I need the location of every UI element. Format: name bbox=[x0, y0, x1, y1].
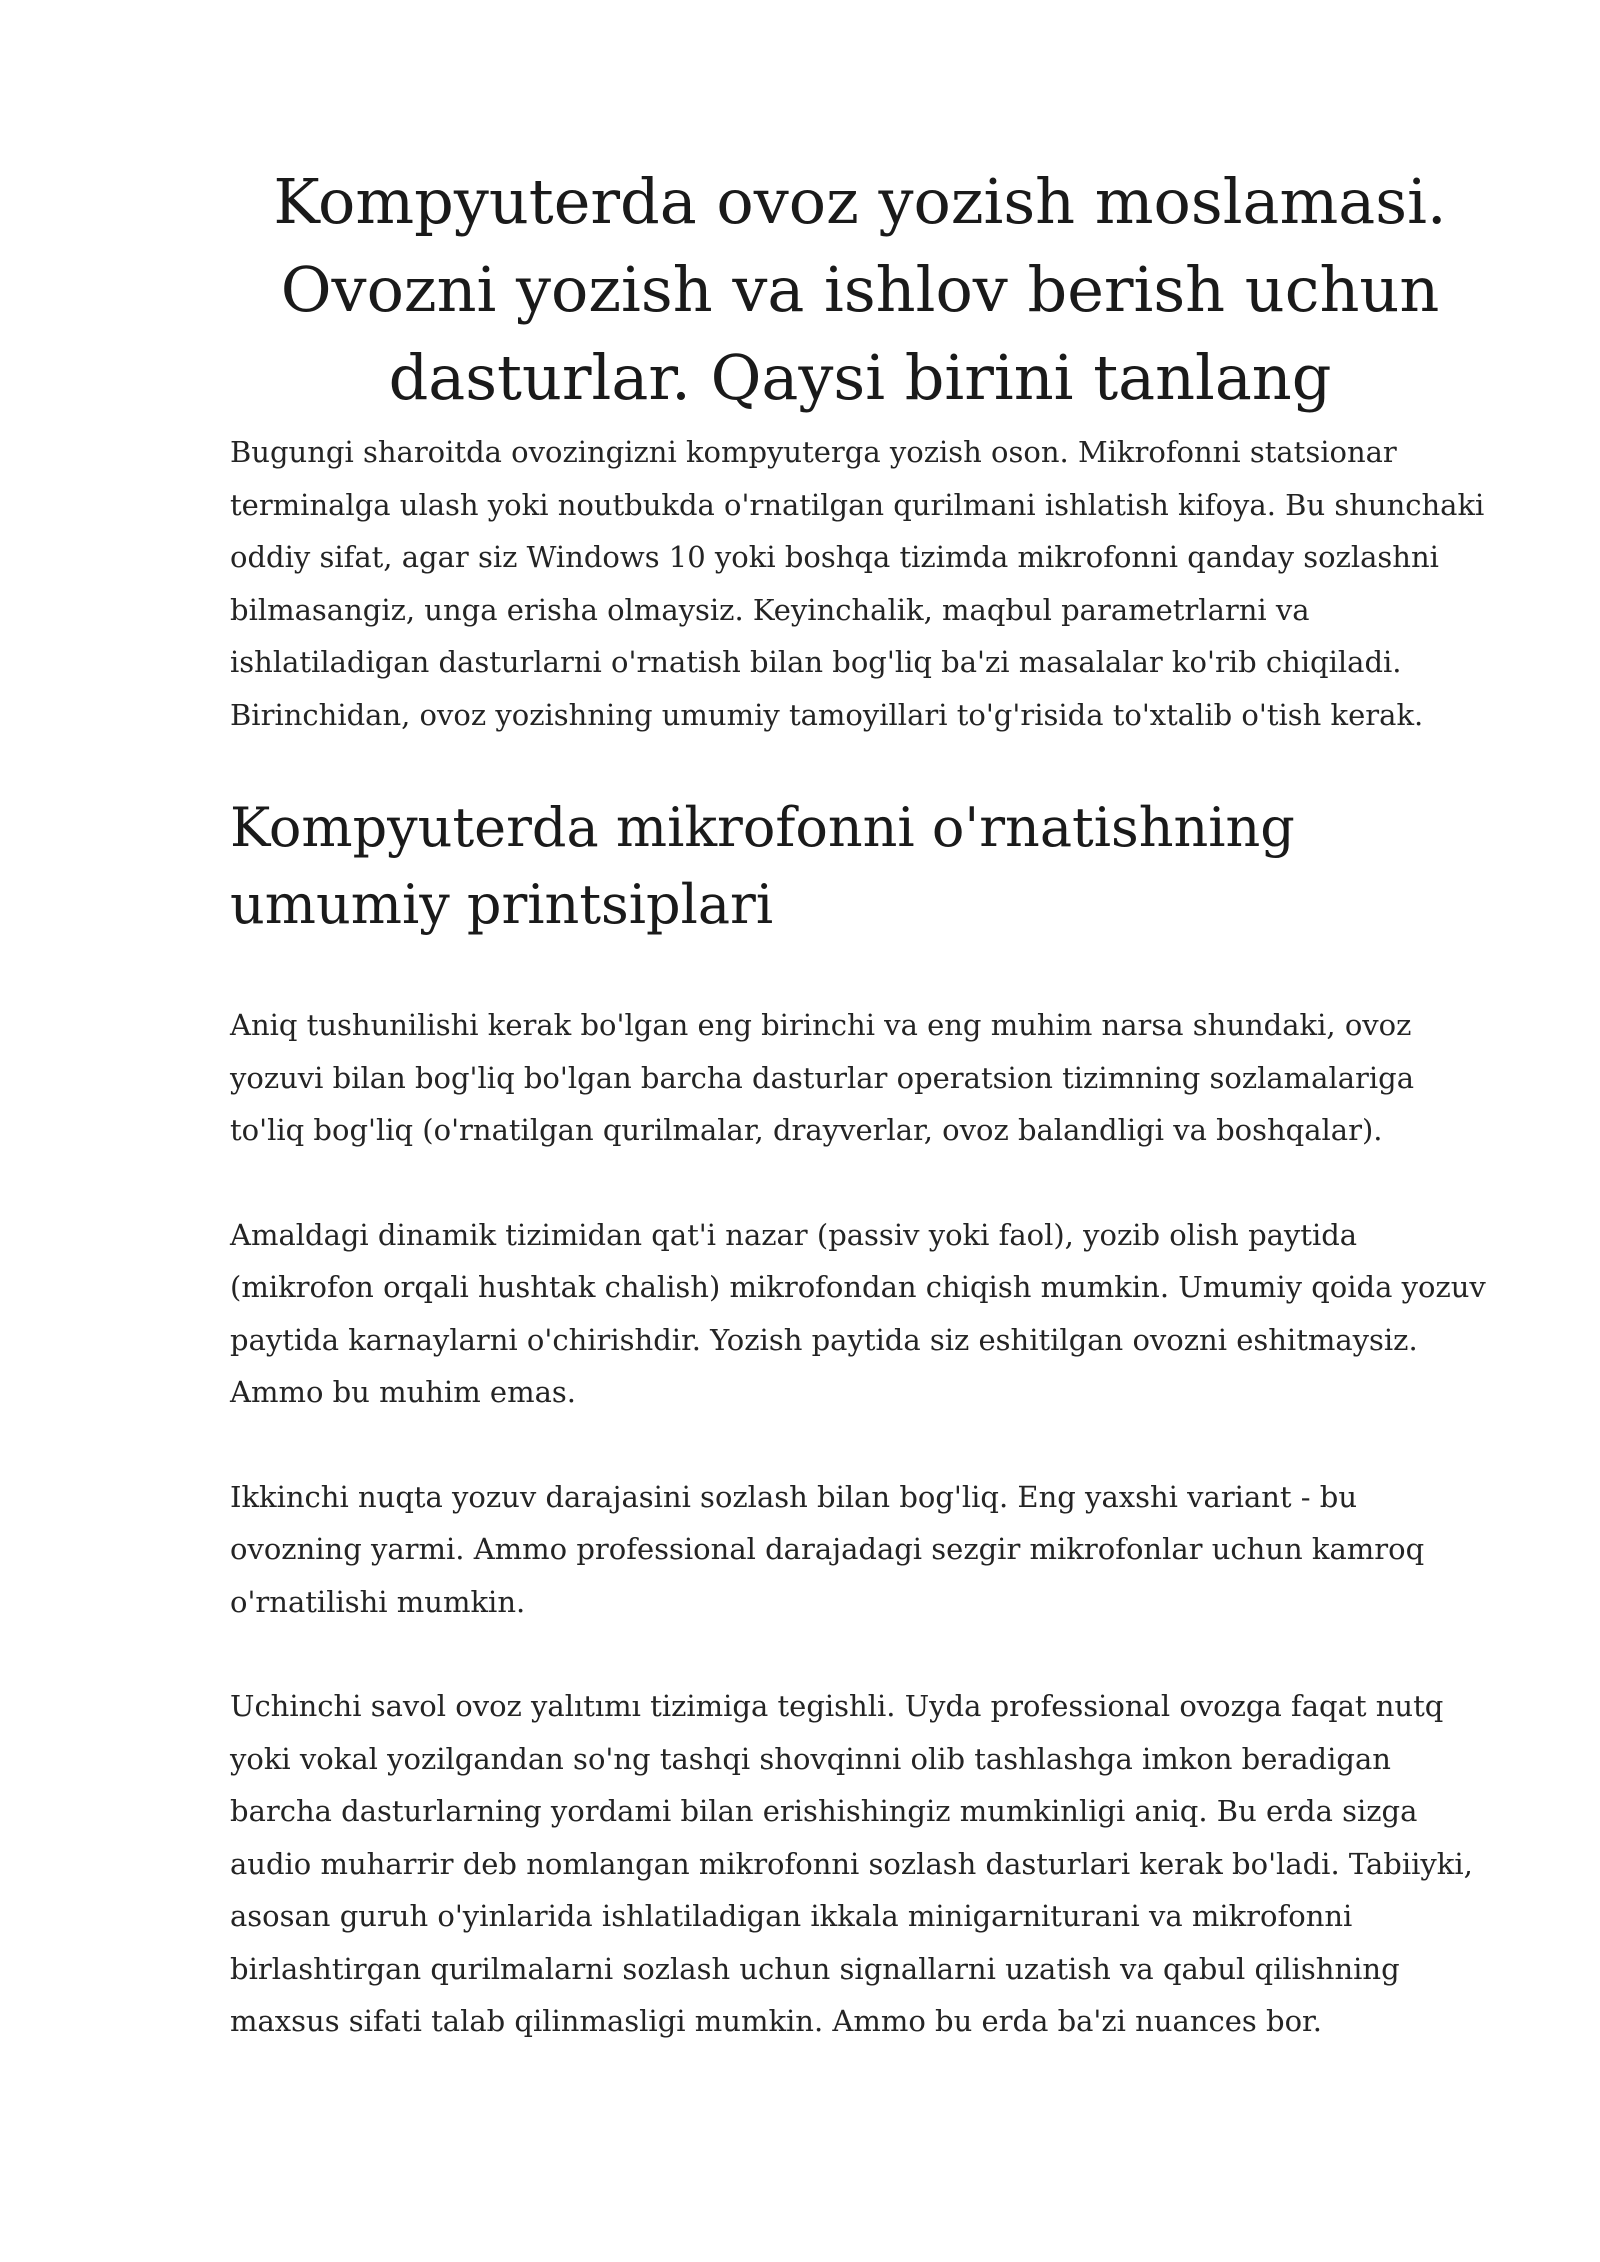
body-paragraph-4: Uchinchi savol ovoz yalıtımı tizimiga tegishli. Uyda professional ovozga faqat nutq yoki vokal yozilgandan so'ng tashqi shovqinni olib tashlashga imkon beradigan barcha dasturlarning yordami bilan erishishingiz mumkinligi aniq. Bu erda sizga audio muharrir deb nomlangan mikrofonni sozlash dasturlari kerak bo'ladi. Tabiiyki, asosan guruh o'yinlarida ishlatiladigan ikkala minigarniturani va mikrofonni birlashtirgan qurilmalarni sozlash uchun signallarni uzatish va qabul qilishning maxsus sifati talab qilinmasligi mumkin. Ammo bu erda ba'zi nuances bor. bbox=[230, 1689, 1473, 2038]
intro-paragraph: Bugungi sharoitda ovozingizni kompyuterga yozish oson. Mikrofonni statsionar terminalga ulash yoki noutbukda o'rnatilgan qurilmani ishlatish kifoya. Bu shunchaki oddiy sifat, agar siz Windows 10 yoki boshqa tizimda mikrofonni qanday sozlashni bilmasangiz, unga erisha olmaysiz. Keyinchalik, maqbul parametrlarni va ishlatiladigan dasturlarni o'rnatish bilan bog'liq ba'zi masalalar ko'rib chiqiladi. Birinchidan, ovoz yozishning umumiy tamoyillari to'g'risida to'xtalib o'tish kerak. bbox=[230, 435, 1485, 732]
body-paragraph-3: Ikkinchi nuqta yozuv darajasini sozlash bilan bog'liq. Eng yaxshi variant - bu ovozning yarmi. Ammo professional darajadagi sezgir mikrofonlar uchun kamroq o'rnatilishi mumkin. bbox=[230, 1479, 1425, 1619]
body-paragraph-1: Aniq tushunilishi kerak bo'lgan eng birinchi va eng muhim narsa shundaki, ovoz yozuvi bilan bog'liq bo'lgan barcha dasturlar operatsion tizimning sozlamalariga to'liq bog'liq (o'rnatilgan qurilmalar, drayverlar, ovoz balandligi va boshqalar). bbox=[230, 1008, 1415, 1147]
section-heading: Kompyuterda mikrofonni o'rnatishning umumiy printsiplari bbox=[230, 796, 1295, 936]
section-body bbox=[230, 999, 1490, 2048]
page-title: Kompyuterda ovoz yozish moslamasi. Ovozni yozish va ishlov berish uchun dasturlar. Qaysi birini tanlang bbox=[273, 165, 1447, 414]
body-paragraph-2: Amaldagi dinamik tizimidan qat'i nazar (passiv yoki faol), yozib olish paytida (mikrofon orqali hushtak chalish) mikrofondan chiqish mumkin. Umumiy qoida yozuv paytida karnaylarni o'chirishdir. Yozish paytida siz eshitilgan ovozni eshitmaysiz. Ammo bu muhim emas. bbox=[230, 1217, 1486, 1409]
document-page bbox=[230, 158, 1490, 2048]
